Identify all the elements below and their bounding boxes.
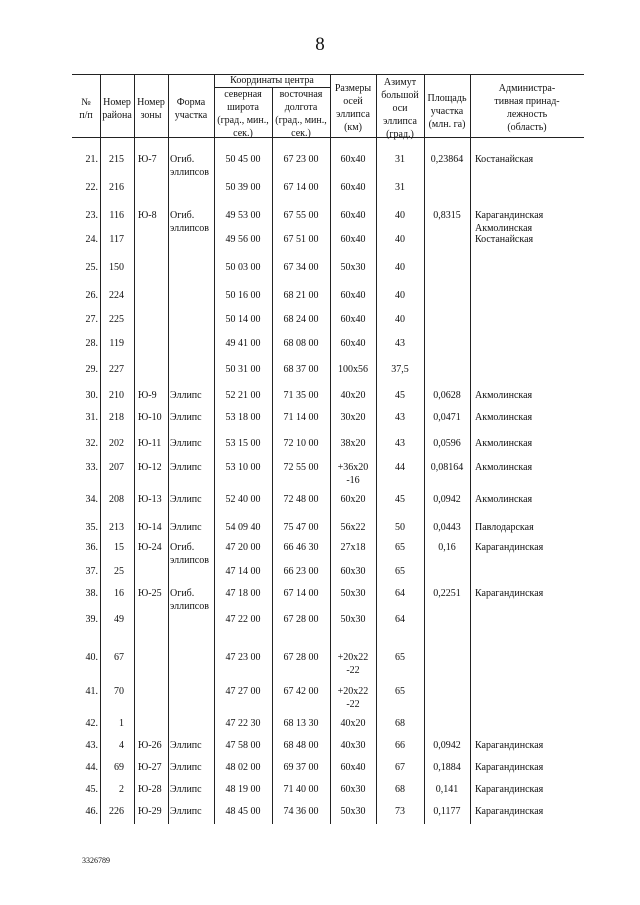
cell-shape: Огиб. эллипсов [170,210,209,234]
cell-area: 0,0942 [433,494,461,505]
cell-azimuth: 43 [395,338,405,349]
cell-num: 22. [85,182,98,193]
cell-shape: Эллипс [170,784,202,795]
cell-azimuth: 40 [395,290,405,301]
cell-area: 0,8315 [433,210,461,221]
header-shape: Форма участка [174,97,208,121]
cell-num: 25. [85,262,98,273]
cell-num: 44. [85,762,98,773]
cell-size: 50x30 [340,614,366,625]
cell-num: 21. [85,154,98,165]
cell-size: 60x40 [340,338,366,349]
cell-size: 60x20 [340,494,366,505]
cell-region: 116 [109,210,124,221]
cell-zone: Ю-24 [138,542,162,553]
cell-north: 47 22 30 [225,718,261,729]
cell-zone: Ю-27 [138,762,162,773]
cell-admin: Карагандинская Акмолинская [475,210,544,234]
header-area: Площадь участка (млн. га) [427,93,467,130]
cell-region: 25 [114,566,124,577]
cell-zone: Ю-11 [138,438,162,449]
cell-east: 71 35 00 [283,390,319,401]
cell-north: 50 03 00 [225,262,261,273]
cell-east: 71 14 00 [283,412,319,423]
cell-azimuth: 65 [395,566,405,577]
cell-zone: Ю-26 [138,740,162,751]
cell-num: 30. [85,390,98,401]
cell-area: 0,0942 [433,740,461,751]
cell-size: +36x20 -16 [337,462,369,486]
cell-north: 47 20 00 [225,542,261,553]
cell-shape: Эллипс [170,806,202,817]
cell-num: 34. [85,494,98,505]
cell-north: 50 31 00 [225,364,261,375]
header-region: Номер района [102,97,132,121]
cell-admin: Акмолинская [475,494,533,505]
cell-east: 69 37 00 [283,762,319,773]
header-azimuth: Азимут большой оси эллипса (град.) [381,77,419,140]
cell-region: 215 [109,154,124,165]
col-divider-2 [134,74,135,824]
cell-azimuth: 64 [395,588,405,599]
cell-admin: Акмолинская [475,412,533,423]
cell-region: 67 [114,652,124,663]
cell-north: 47 14 00 [225,566,261,577]
cell-north: 47 58 00 [225,740,261,751]
cell-east: 67 14 00 [283,182,319,193]
page-number: 8 [315,34,325,55]
cell-east: 68 24 00 [283,314,319,325]
cell-size: 60x40 [340,234,366,245]
cell-area: 0,08164 [430,462,464,473]
cell-shape: Огиб. эллипсов [170,542,209,566]
cell-zone: Ю-9 [138,390,157,401]
cell-admin: Карагандинская [475,740,544,751]
cell-num: 31. [85,412,98,423]
cell-north: 53 18 00 [225,412,261,423]
cell-region: 218 [109,412,124,423]
cell-num: 24. [85,234,98,245]
cell-admin: Карагандинская [475,542,544,553]
cell-north: 52 21 00 [225,390,261,401]
cell-num: 33. [85,462,98,473]
cell-num: 35. [85,522,98,533]
cell-region: 213 [109,522,124,533]
cell-size: 60x40 [340,154,366,165]
cell-north: 52 40 00 [225,494,261,505]
cell-shape: Эллипс [170,462,202,473]
cell-azimuth: 43 [395,412,405,423]
cell-zone: Ю-12 [138,462,162,473]
cell-num: 26. [85,290,98,301]
cell-north: 50 16 00 [225,290,261,301]
cell-azimuth: 64 [395,614,405,625]
cell-region: 208 [109,494,124,505]
cell-azimuth: 50 [395,522,405,533]
cell-east: 75 47 00 [283,522,319,533]
cell-size: 60x40 [340,762,366,773]
cell-east: 72 48 00 [283,494,319,505]
cell-admin: Акмолинская [475,462,533,473]
cell-north: 49 53 00 [225,210,261,221]
cell-azimuth: 68 [395,784,405,795]
cell-azimuth: 65 [395,686,405,697]
cell-shape: Эллипс [170,390,202,401]
cell-admin: Акмолинская [475,438,533,449]
cell-size: 40x20 [340,718,366,729]
cell-north: 49 41 00 [225,338,261,349]
cell-num: 29. [85,364,98,375]
cell-area: 0,1884 [433,762,461,773]
cell-region: 49 [114,614,124,625]
cell-azimuth: 43 [395,438,405,449]
cell-east: 67 23 00 [283,154,319,165]
cell-region: 4 [119,740,124,751]
cell-size: 27x18 [340,542,366,553]
cell-east: 67 28 00 [283,652,319,663]
cell-north: 53 10 00 [225,462,261,473]
cell-size: 100x56 [338,364,368,375]
cell-azimuth: 45 [395,390,405,401]
cell-area: 0,2251 [433,588,461,599]
cell-size: 60x40 [340,290,366,301]
cell-size: 38x20 [340,438,366,449]
cell-east: 68 37 00 [283,364,319,375]
cell-region: 210 [109,390,124,401]
cell-north: 53 15 00 [225,438,261,449]
header-coords: Координаты центра [230,75,314,86]
header-admin: Администра- тивная принад- лежность (область) [494,83,560,133]
cell-num: 39. [85,614,98,625]
cell-size: 60x30 [340,784,366,795]
cell-north: 47 23 00 [225,652,261,663]
cell-area: 0,0628 [433,390,461,401]
cell-region: 207 [109,462,124,473]
cell-east: 72 55 00 [283,462,319,473]
cell-zone: Ю-25 [138,588,162,599]
cell-east: 68 48 00 [283,740,319,751]
cell-azimuth: 67 [395,762,405,773]
cell-east: 68 13 30 [283,718,319,729]
cell-admin: Костанайская [475,234,534,245]
cell-size: 60x40 [340,210,366,221]
cell-num: 36. [85,542,98,553]
cell-area: 0,0471 [433,412,461,423]
cell-zone: Ю-10 [138,412,162,423]
cell-azimuth: 45 [395,494,405,505]
cell-shape: Эллипс [170,412,202,423]
cell-north: 48 19 00 [225,784,261,795]
cell-admin: Костанайская [475,154,534,165]
cell-num: 46. [85,806,98,817]
cell-admin: Карагандинская [475,806,544,817]
cell-zone: Ю-7 [138,154,157,165]
cell-east: 67 55 00 [283,210,319,221]
cell-east: 72 10 00 [283,438,319,449]
cell-num: 38. [85,588,98,599]
header-num: № п/п [79,97,93,121]
header-east: восточная долгота (град., мин., сек.) [275,89,327,139]
cell-azimuth: 73 [395,806,405,817]
cell-area: 0,0596 [433,438,461,449]
cell-east: 68 08 00 [283,338,319,349]
cell-east: 67 34 00 [283,262,319,273]
cell-size: +20x22 -22 [337,686,369,710]
cell-num: 40. [85,652,98,663]
cell-size: 50x30 [340,262,366,273]
header-zone: Номер зоны [137,97,165,121]
cell-region: 224 [109,290,124,301]
cell-shape: Эллипс [170,522,202,533]
cell-region: 2 [119,784,124,795]
cell-num: 23. [85,210,98,221]
cell-shape: Эллипс [170,740,202,751]
cell-admin: Карагандинская [475,784,544,795]
cell-azimuth: 65 [395,652,405,663]
cell-admin: Павлодарская [475,522,534,533]
cell-north: 50 45 00 [225,154,261,165]
cell-size: 60x40 [340,182,366,193]
cell-east: 71 40 00 [283,784,319,795]
cell-azimuth: 40 [395,262,405,273]
cell-azimuth: 40 [395,234,405,245]
cell-region: 119 [109,338,124,349]
cell-region: 16 [114,588,124,599]
cell-north: 47 18 00 [225,588,261,599]
cell-size: 56x22 [340,522,366,533]
cell-admin: Карагандинская [475,762,544,773]
cell-region: 15 [114,542,124,553]
cell-num: 32. [85,438,98,449]
cell-east: 67 51 00 [283,234,319,245]
header-size: Размеры осей эллипса (км) [334,83,372,133]
cell-shape: Огиб. эллипсов [170,154,209,178]
cell-zone: Ю-8 [138,210,157,221]
cell-region: 226 [109,806,124,817]
cell-region: 1 [119,718,124,729]
cell-azimuth: 40 [395,210,405,221]
cell-zone: Ю-28 [138,784,162,795]
cell-size: 40x20 [340,390,366,401]
cell-east: 67 28 00 [283,614,319,625]
cell-region: 216 [109,182,124,193]
cell-size: 40x30 [340,740,366,751]
cell-azimuth: 65 [395,542,405,553]
cell-area: 0,23864 [430,154,464,165]
cell-east: 74 36 00 [283,806,319,817]
cell-region: 150 [109,262,124,273]
cell-region: 117 [109,234,124,245]
cell-azimuth: 31 [395,182,405,193]
cell-azimuth: 40 [395,314,405,325]
cell-north: 47 27 00 [225,686,261,697]
cell-size: 60x40 [340,314,366,325]
cell-num: 28. [85,338,98,349]
cell-region: 69 [114,762,124,773]
cell-area: 0,141 [435,784,459,795]
cell-area: 0,16 [438,542,456,553]
cell-zone: Ю-29 [138,806,162,817]
cell-east: 67 14 00 [283,588,319,599]
cell-num: 45. [85,784,98,795]
cell-num: 27. [85,314,98,325]
cell-east: 68 21 00 [283,290,319,301]
cell-north: 50 39 00 [225,182,261,193]
cell-north: 47 22 00 [225,614,261,625]
cell-azimuth: 66 [395,740,405,751]
cell-size: 30x20 [340,412,366,423]
cell-num: 42. [85,718,98,729]
cell-size: 50x30 [340,588,366,599]
cell-azimuth: 37,5 [391,364,409,375]
col-divider-5 [272,87,273,824]
cell-size: +20x22 -22 [337,652,369,676]
cell-shape: Эллипс [170,494,202,505]
cell-area: 0,1177 [433,806,461,817]
cell-north: 48 45 00 [225,806,261,817]
cell-zone: Ю-13 [138,494,162,505]
cell-east: 66 46 30 [283,542,319,553]
header-north: северная широта (град., мин., сек.) [217,89,269,139]
cell-azimuth: 31 [395,154,405,165]
cell-size: 50x30 [340,806,366,817]
cell-area: 0,0443 [433,522,461,533]
cell-north: 54 09 40 [225,522,261,533]
cell-shape: Эллипс [170,438,202,449]
footer-code: 3326789 [82,856,110,865]
cell-north: 50 14 00 [225,314,261,325]
cell-azimuth: 68 [395,718,405,729]
cell-north: 48 02 00 [225,762,261,773]
col-divider-9 [470,74,471,824]
col-divider-3 [168,74,169,824]
cell-east: 66 23 00 [283,566,319,577]
cell-admin: Карагандинская [475,588,544,599]
cell-region: 202 [109,438,124,449]
cell-num: 43. [85,740,98,751]
cell-num: 37. [85,566,98,577]
cell-size: 60x30 [340,566,366,577]
cell-east: 67 42 00 [283,686,319,697]
cell-zone: Ю-14 [138,522,162,533]
cell-azimuth: 44 [395,462,405,473]
cell-num: 41. [85,686,98,697]
cell-region: 225 [109,314,124,325]
cell-north: 49 56 00 [225,234,261,245]
cell-shape: Огиб. эллипсов [170,588,209,612]
cell-region: 70 [114,686,124,697]
cell-region: 227 [109,364,124,375]
cell-admin: Акмолинская [475,390,533,401]
cell-shape: Эллипс [170,762,202,773]
